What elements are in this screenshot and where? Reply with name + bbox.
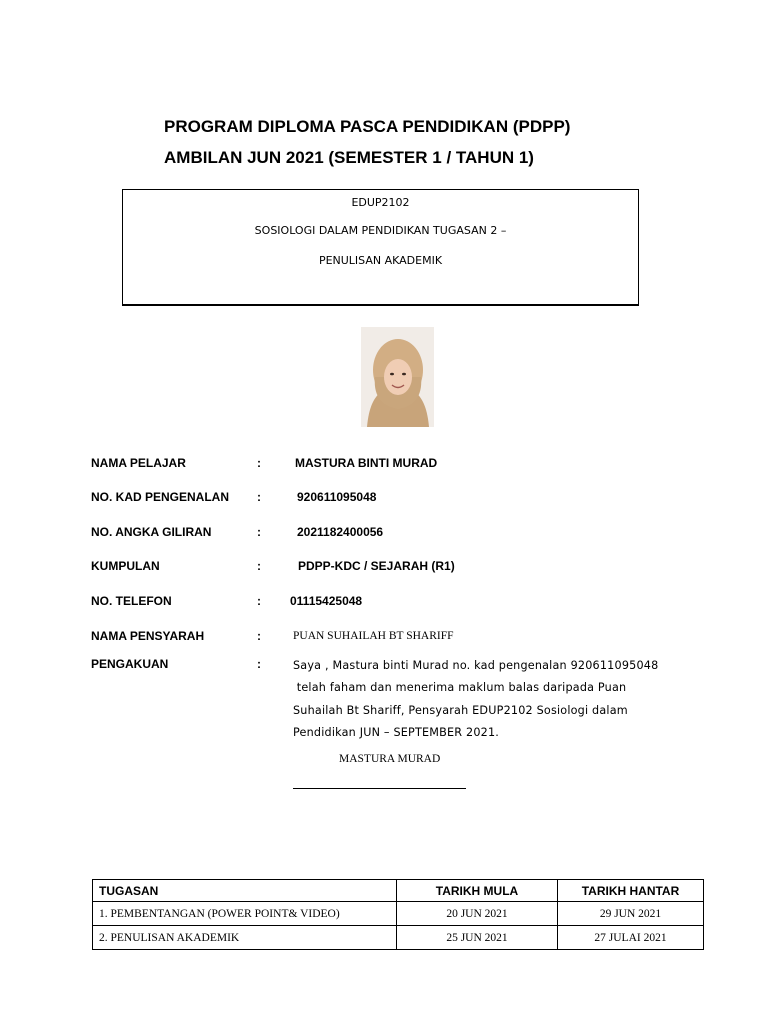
course-box (122, 189, 639, 306)
task-name: 2. PENULISAN AKADEMIK (93, 926, 397, 950)
label-pensyarah: NAMA PENSYARAH (91, 629, 205, 643)
label-telefon: NO. TELEFON (91, 594, 172, 608)
label-nama-pelajar: NAMA PELAJAR (91, 456, 186, 470)
colon: : (257, 629, 261, 643)
table-row (93, 926, 704, 950)
student-photo (361, 327, 434, 427)
colon: : (257, 525, 261, 539)
value-pensyarah: PUAN SUHAILAH BT SHARIFF (293, 630, 454, 642)
course-code: EDUP2102 (351, 196, 410, 209)
task-start-date: 20 JUN 2021 (397, 902, 558, 926)
course-name: SOSIOLOGI DALAM PENDIDIKAN TUGASAN 2 – (254, 224, 507, 237)
value-kad-pengenalan: 920611095048 (297, 490, 377, 504)
signature-line (293, 788, 466, 789)
declaration-line: Saya , Mastura binti Murad no. kad pengenalan 920611095048 (293, 659, 659, 672)
value-kumpulan: PDPP-KDC / SEJARAH (R1) (298, 559, 455, 573)
task-start-date: 25 JUN 2021 (397, 926, 558, 950)
label-angka-giliran: NO. ANGKA GILIRAN (91, 525, 212, 539)
header-tugasan: TUGASAN (93, 880, 397, 902)
declaration-line: Pendidikan JUN – SEPTEMBER 2021. (293, 725, 500, 739)
colon: : (257, 456, 261, 470)
label-kumpulan: KUMPULAN (91, 559, 160, 573)
task-due-date: 29 JUN 2021 (558, 902, 704, 926)
table-header-row (93, 880, 704, 902)
signature-name: MASTURA MURAD (339, 753, 441, 765)
intake-title: AMBILAN JUN 2021 (SEMESTER 1 / TAHUN 1) (164, 148, 534, 167)
label-pengakuan: PENGAKUAN (91, 657, 169, 671)
tasks-table (92, 879, 704, 950)
course-subtitle: PENULISAN AKADEMIK (318, 254, 443, 267)
colon: : (257, 594, 261, 608)
declaration-line: telah faham dan menerima maklum balas daripada Puan (293, 681, 627, 695)
value-angka-giliran: 2021182400056 (297, 525, 384, 539)
program-title: PROGRAM DIPLOMA PASCA PENDIDIKAN (PDPP) (164, 117, 571, 136)
header-tarikh-mula: TARIKH MULA (397, 880, 558, 902)
header-tarikh-hantar: TARIKH HANTAR (558, 880, 704, 902)
colon: : (257, 559, 261, 573)
value-telefon: 01115425048 (290, 594, 363, 608)
colon: : (257, 490, 261, 504)
declaration-text (293, 655, 723, 744)
declaration-line: Suhailah Bt Shariff, Pensyarah EDUP2102 Sosiologi dalam (293, 703, 628, 717)
table-row (93, 902, 704, 926)
colon: : (257, 657, 261, 671)
task-due-date: 27 JULAI 2021 (558, 926, 704, 950)
task-name: 1. PEMBENTANGAN (POWER POINT& VIDEO) (93, 902, 397, 926)
value-nama-pelajar: MASTURA BINTI MURAD (295, 456, 438, 470)
label-kad-pengenalan: NO. KAD PENGENALAN (91, 490, 230, 504)
